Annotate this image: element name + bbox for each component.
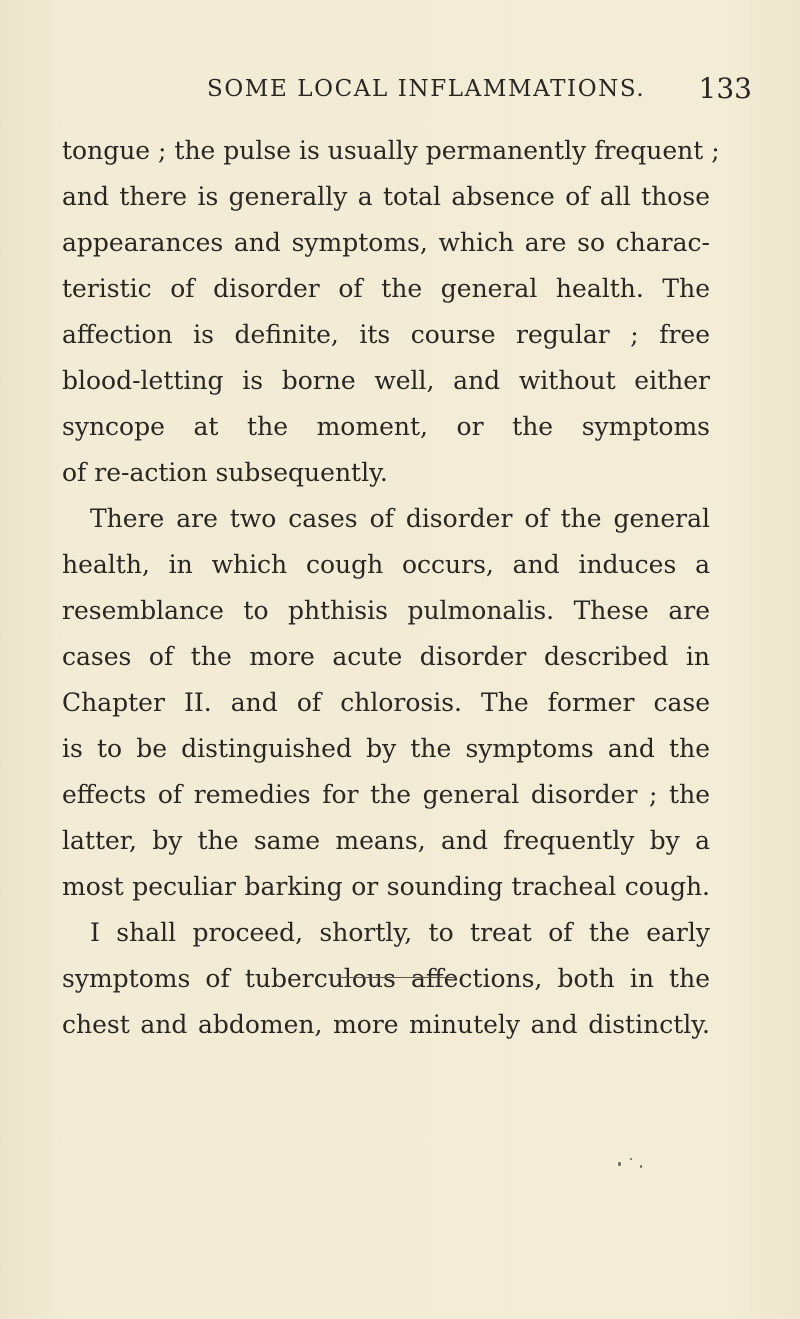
running-head [62, 72, 752, 112]
text-line: teristic of disorder of the general health. The [62, 274, 710, 303]
text-line: effects of remedies for the general disorder ; the [62, 780, 710, 809]
text-line: latter, by the same means, and frequently by a [62, 826, 710, 855]
paper-speck [640, 1165, 642, 1168]
text-line: cases of the more acute disorder described in [62, 642, 710, 671]
text-line: most peculiar barking or sounding tracheal cough. [62, 872, 710, 901]
text-line: blood-letting is borne well, and without either [62, 366, 710, 395]
body-text [62, 128, 720, 1048]
section-divider-rule [338, 977, 456, 978]
text-line: chest and abdomen, more minutely and distinctly. [62, 1010, 710, 1039]
running-title: SOME LOCAL INFLAMMATIONS. [207, 76, 646, 102]
paragraph-start-line: I shall proceed, shortly, to treat of the early [90, 918, 710, 947]
text-line: affection is definite, its course regular ; free [62, 320, 710, 349]
text-line: symptoms of tuberculous affections, both in the [62, 964, 710, 993]
text-line: is to be distinguished by the symptoms and the [62, 734, 710, 763]
text-line: resemblance to phthisis pulmonalis. These are [62, 596, 710, 625]
paragraph-start-line: There are two cases of disorder of the general [90, 504, 710, 533]
paper-speck [630, 1158, 632, 1160]
page-number: 133 [698, 72, 752, 105]
text-line: and there is generally a total absence of all those [62, 182, 710, 211]
text-line: appearances and symptoms, which are so charac- [62, 228, 710, 257]
text-line: health, in which cough occurs, and induces a [62, 550, 710, 579]
text-line: tongue ; the pulse is usually permanently frequent ; [62, 136, 720, 165]
text-line: Chapter II. and of chlorosis. The former case [62, 688, 710, 717]
paper-speck [618, 1162, 621, 1166]
text-line: syncope at the moment, or the symptoms [62, 412, 710, 441]
text-line: of re-action subsequently. [62, 458, 388, 487]
